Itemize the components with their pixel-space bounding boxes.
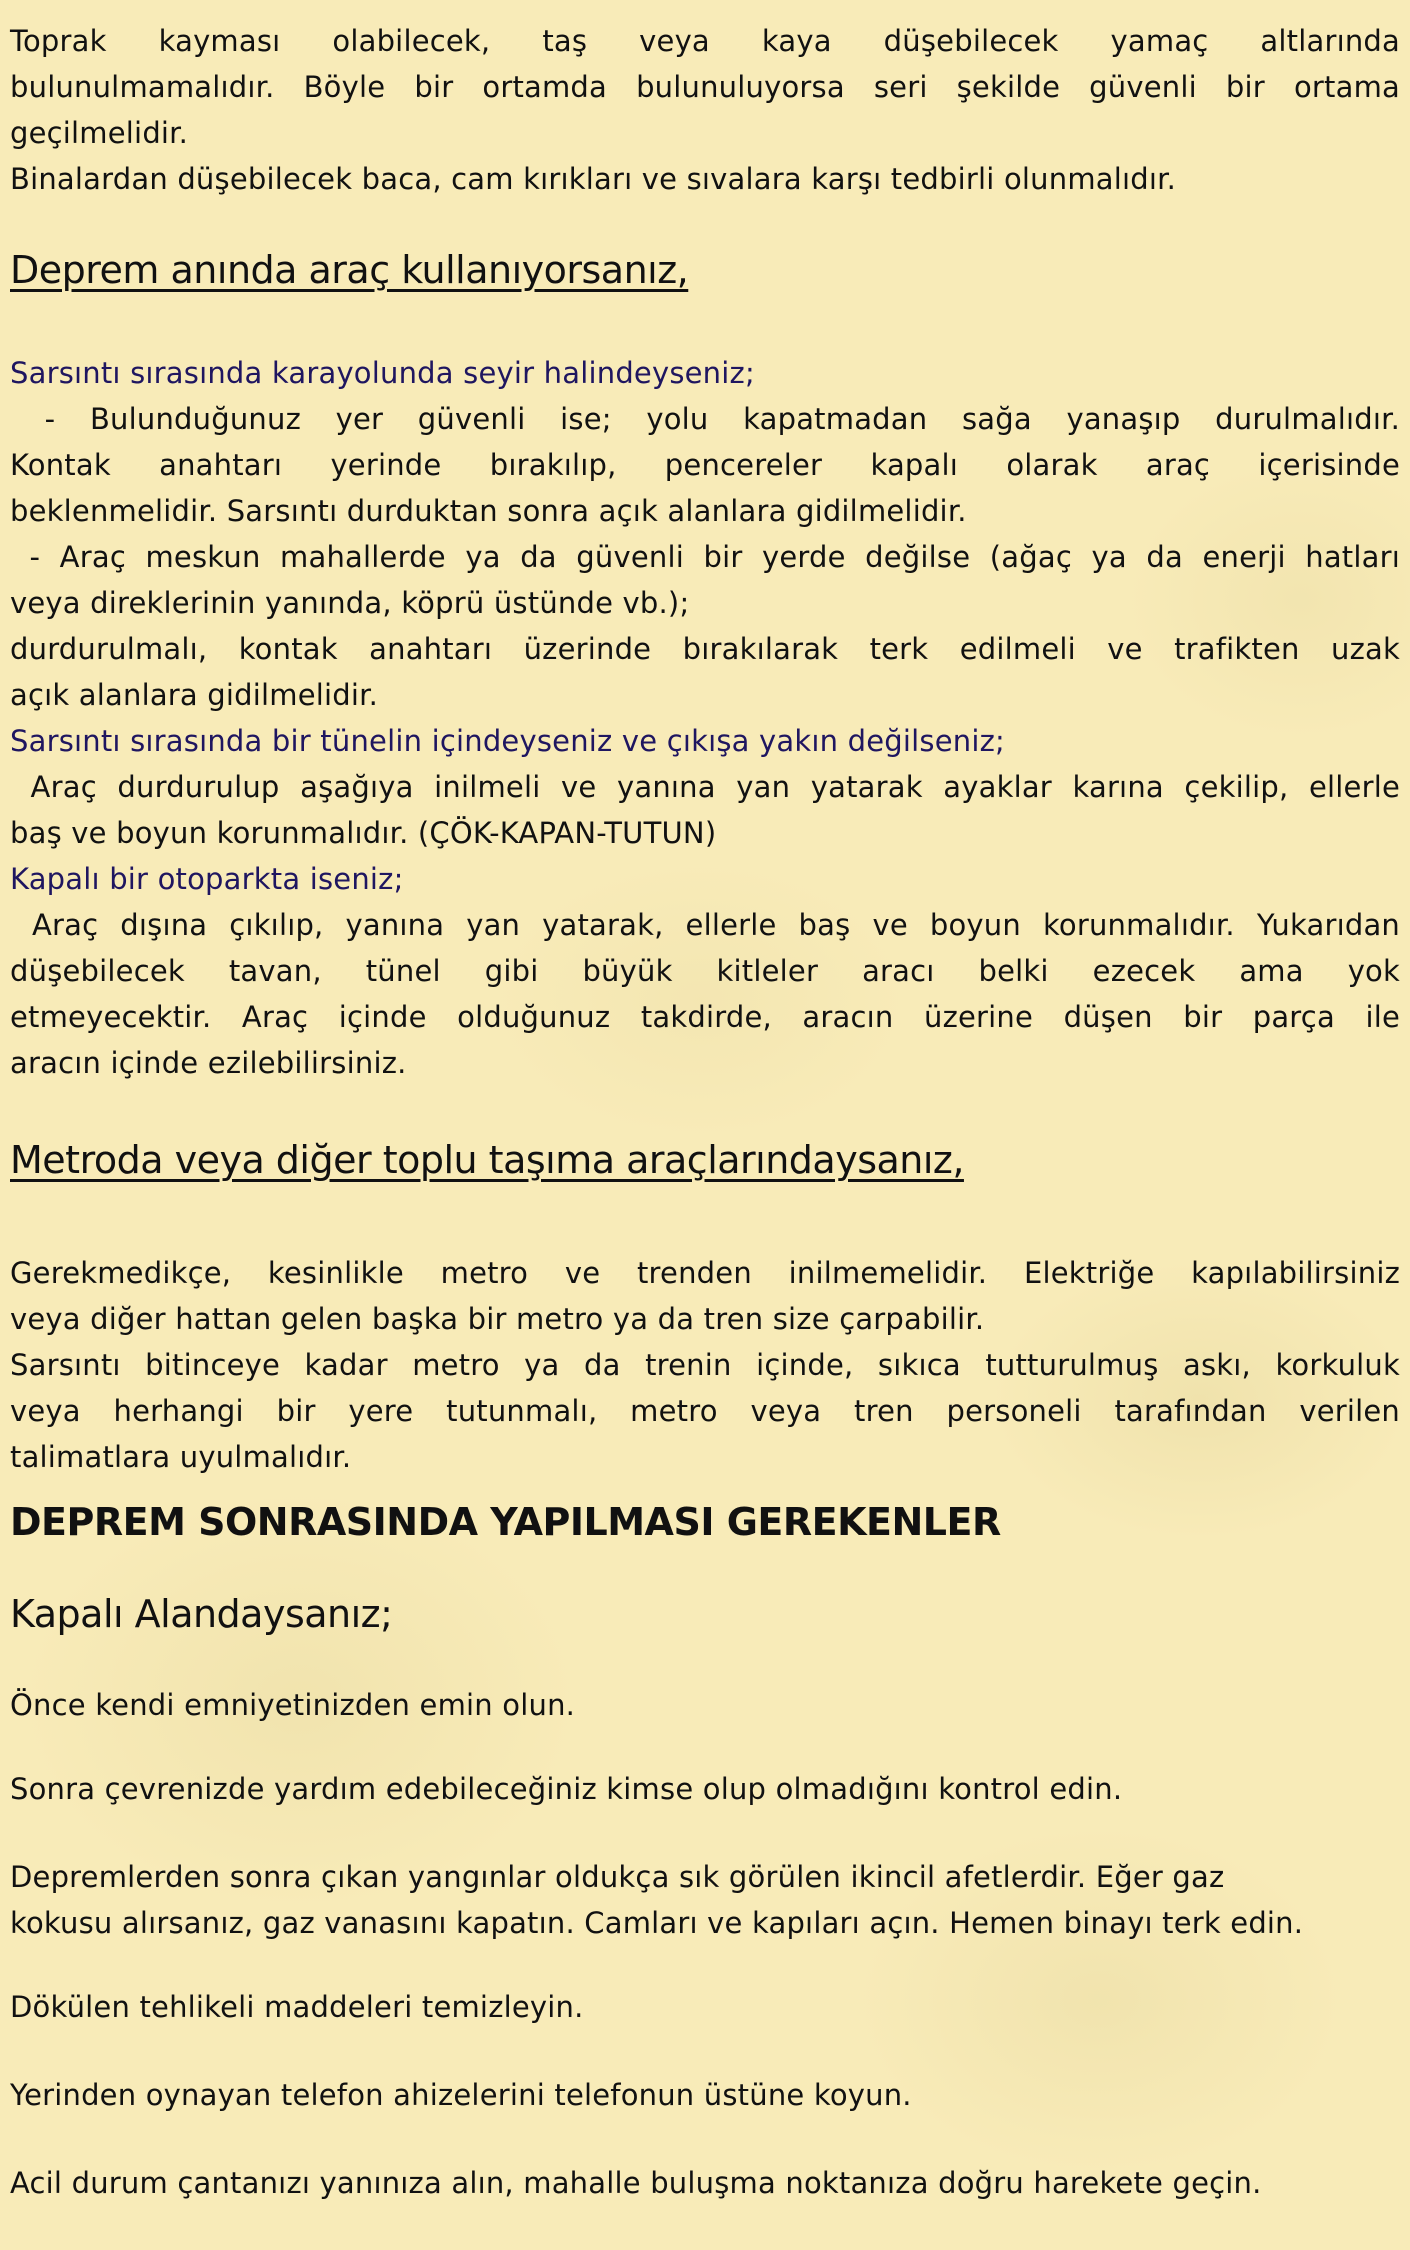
text-line: Sarsıntı bitinceye kadar metro ya da trenin içinde, sıkıca tutturulmuş askı, korkuluk — [10, 1348, 1400, 1382]
text-line: Araç dışına çıkılıp, yanına yan yatarak, ellerle baş ve boyun korunmalıdır. Yukarıdan — [10, 908, 1400, 942]
subheading-parking: Kapalı bir otoparkta iseniz; — [10, 862, 404, 896]
metro-paragraph — [10, 1250, 1400, 1480]
after-item: Acil durum çantanızı yanınıza alın, mahalle buluşma noktanıza doğru harekete geçin. — [10, 2166, 1262, 2200]
landslide-paragraph — [10, 18, 1400, 202]
after-item: Önce kendi emniyetinizden emin olun. — [10, 1688, 576, 1722]
after-item: Dökülen tehlikeli maddeleri temizleyin. — [10, 1990, 584, 2024]
text-line: veya diğer hattan gelen başka bir metro ya da tren size çarpabilir. — [10, 1302, 985, 1336]
text-line: geçilmelidir. — [10, 116, 189, 150]
metro-heading: Metroda veya diğer toplu taşıma araçlarındaysanız, — [10, 1138, 964, 1182]
text-line: beklenmelidir. Sarsıntı durduktan sonra açık alanlara gidilmelidir. — [10, 494, 967, 528]
text-line: - Bulunduğunuz yer güvenli ise; yolu kapatmadan sağa yanaşıp durulmalıdır. — [10, 402, 1400, 436]
text-line: açık alanlara gidilmelidir. — [10, 678, 379, 712]
subheading-tunnel: Sarsıntı sırasında bir tünelin içindeyseniz ve çıkışa yakın değilseniz; — [10, 724, 1005, 758]
text-line: talimatlara uyulmalıdır. — [10, 1440, 352, 1474]
text-line: aracın içinde ezilebilirsiniz. — [10, 1046, 407, 1080]
driving-heading: Deprem anında araç kullanıyorsanız, — [10, 248, 689, 292]
text-line: - Araç meskun mahallerde ya da güvenli bir yerde değilse (ağaç ya da enerji hatları — [10, 540, 1400, 574]
text-line: veya herhangi bir yere tutunmalı, metro veya tren personeli tarafından verilen — [10, 1394, 1400, 1428]
text-line: bulunulmamalıdır. Böyle bir ortamda bulunuluyorsa seri şekilde güvenli bir ortama — [10, 70, 1400, 104]
after-item-fire — [10, 1854, 1400, 1946]
text-line: düşebilecek tavan, tünel gibi büyük kitleler aracı belki ezecek ama yok — [10, 954, 1400, 988]
indoor-subheading: Kapalı Alandaysanız; — [10, 1592, 393, 1636]
text-line: Depremlerden sonra çıkan yangınlar oldukça sık görülen ikincil afetlerdir. Eğer gaz — [10, 1860, 1225, 1894]
text-line: Gerekmedikçe, kesinlikle metro ve trenden inilmemelidir. Elektriğe kapılabilirsiniz — [10, 1256, 1400, 1290]
text-line: Kontak anahtarı yerinde bırakılıp, pencereler kapalı olarak araç içerisinde — [10, 448, 1400, 482]
text-line: baş ve boyun korunmalıdır. (ÇÖK-KAPAN-TUTUN) — [10, 816, 717, 850]
subheading-highway: Sarsıntı sırasında karayolunda seyir halindeyseniz; — [10, 356, 755, 390]
after-item: Yerinden oynayan telefon ahizelerini telefonun üstüne koyun. — [10, 2078, 912, 2112]
text-line: etmeyecektir. Araç içinde olduğunuz takdirde, aracın üzerine düşen bir parça ile — [10, 1000, 1400, 1034]
text-line: Toprak kayması olabilecek, taş veya kaya düşebilecek yamaç altlarında — [10, 24, 1400, 58]
after-item: Sonra çevrenizde yardım edebileceğiniz kimse olup olmadığını kontrol edin. — [10, 1772, 1123, 1806]
text-line: durdurulmalı, kontak anahtarı üzerinde bırakılarak terk edilmeli ve trafikten uzak — [10, 632, 1400, 666]
driving-section — [10, 350, 1400, 1086]
text-line: Binalardan düşebilecek baca, cam kırıkları ve sıvalara karşı tedbirli olunmalıdır. — [10, 162, 1176, 196]
after-earthquake-heading: DEPREM SONRASINDA YAPILMASI GEREKENLER — [10, 1500, 1001, 1544]
text-line: veya direklerinin yanında, köprü üstünde vb.); — [10, 586, 690, 620]
text-line: kokusu alırsanız, gaz vanasını kapatın. Camları ve kapıları açın. Hemen binayı terk edin. — [10, 1906, 1304, 1940]
text-line: Araç durdurulup aşağıya inilmeli ve yanına yan yatarak ayaklar karına çekilip, ellerle — [10, 770, 1400, 804]
